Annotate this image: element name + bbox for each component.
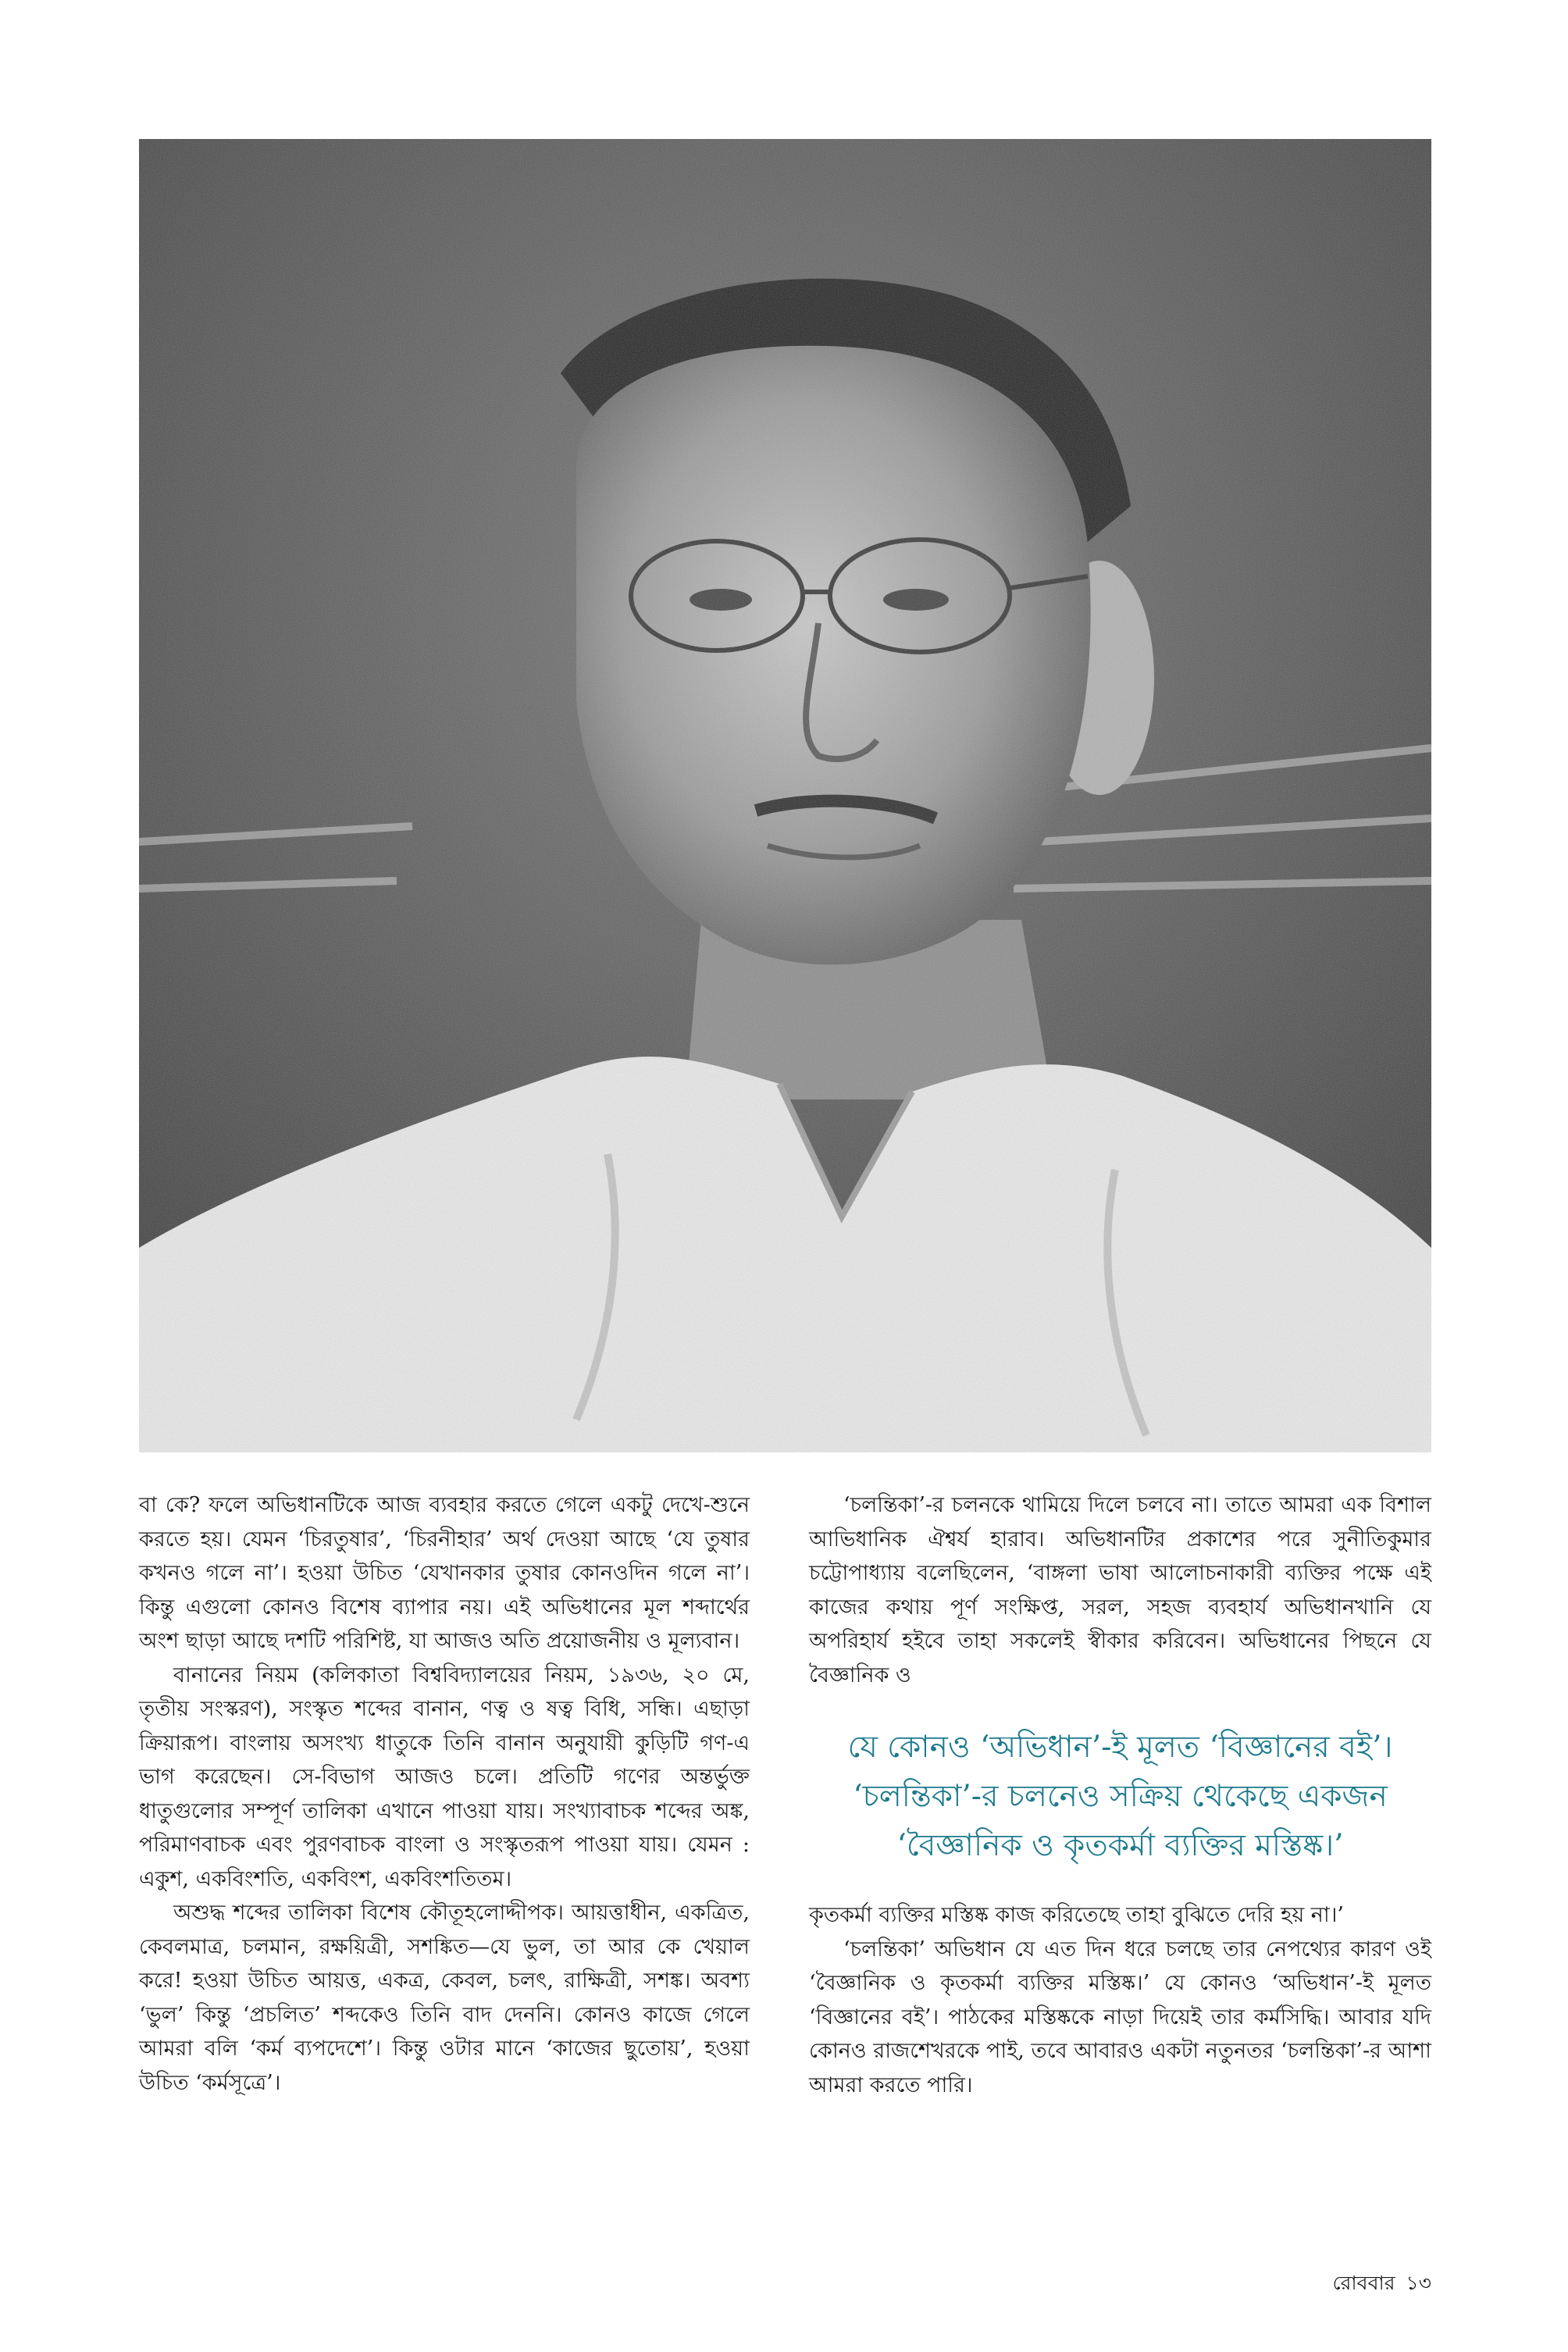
paragraph: কৃতকর্মা ব্যক্তির মস্তিষ্ক কাজ করিতেছে তাহা বুঝিতে দেরি হয় না।’ <box>809 1903 1344 1927</box>
article-column-left <box>139 1488 750 2100</box>
article-column-right-top <box>809 1488 1431 1692</box>
paragraph: বা কে? ফলে অভিধানটিকে আজ ব্যবহার করতে গেলে একটু দেখে-শুনে করতে হয়। যেমন ‘চিরতুষার’, ‘চিরনীহার’ অর্থ দেওয়া আছে ‘যে তুষার কখনও গলে না’। হওয়া উচিত ‘যেখানকার তুষার কোনওদিন গলে না’। কিন্তু এগুলো কোনও বিশেষ ব্যাপার নয়। এই অভিধানের মূল শব্দার্থের অংশ ছাড়া আছে দশটি পরিশিষ্ট, যা আজও অতি প্রয়োজনীয় ও মূল্যবান। <box>139 1493 750 1653</box>
pull-quote-line: যে কোনও ‘অভিধান’-ই মূলত ‘বিজ্ঞানের বই’। <box>847 1730 1393 1765</box>
section-name: রোববার <box>1332 2272 1395 2294</box>
pull-quote-line: ‘চলন্তিকা’-র চলনেও সক্রিয় থেকেছে একজন <box>853 1779 1388 1814</box>
page-number: ১৩ <box>1406 2272 1431 2294</box>
pull-quote-line: ‘বৈজ্ঞানিক ও কৃতকর্মা ব্যক্তির মস্তিষ্ক।’ <box>896 1828 1344 1863</box>
portrait-illustration <box>139 139 1431 1452</box>
paragraph: অশুদ্ধ শব্দের তালিকা বিশেষ কৌতূহলোদ্দীপক। আয়ত্তাধীন, একত্রিত, কেবলমাত্র, চলমান, রক্ষয়িত্রী, সশঙ্কিত—যে ভুল, তা আর কে খেয়াল করে! হওয়া উচিত আয়ত্ত, একত্র, কেবল, চলৎ, রাক্ষিত্রী, সশঙ্ক। অবশ্য ‘ভুল’ কিন্তু ‘প্রচলিত’ শব্দকেও তিনি বাদ দেননি। কোনও কাজে গেলে আমরা বলি ‘কর্ম ব্যপদেশে’। কিন্তু ওটার মানে ‘কাজের ছুতোয়’, হওয়া উচিত ‘কর্মসূত্রে’। <box>139 1901 750 2095</box>
paragraph: ‘চলন্তিকা’-র চলনকে থামিয়ে দিলে চলবে না। তাতে আমরা এক বিশাল আভিধানিক ঐশ্বর্য হারাব। অভিধানটির প্রকাশের পরে সুনীতিকুমার চট্টোপাধ্যায় বলেছিলেন, ‘বাঙ্গলা ভাষা আলোচনাকারী ব্যক্তির পক্ষে এই কাজের কথায় পূর্ণ সংক্ষিপ্ত, সরল, সহজ ব্যবহার্য অভিধানখানি যে অপরিহার্য হইবে তাহা সকলেই স্বীকার করিবেন। অভিধানের পিছনে যে বৈজ্ঞানিক ও <box>809 1493 1431 1687</box>
article-column-right-bottom <box>809 1898 1431 2102</box>
portrait-photo <box>139 139 1431 1452</box>
page-footer <box>1333 2268 1431 2301</box>
paragraph: ‘চলন্তিকা’ অভিধান যে এত দিন ধরে চলছে তার নেপথ্যের কারণ ওই ‘বৈজ্ঞানিক ও কৃতকর্মা ব্যক্তির মস্তিষ্ক।’ যে কোনও ‘অভিধান’-ই মূলত ‘বিজ্ঞানের বই’। পাঠকের মস্তিষ্ককে নাড়া দিয়েই তার কর্মসিদ্ধি। আবার যদি কোনও রাজশেখরকে পাই, তবে আবারও একটা নতুনতর ‘চলন্তিকা’-র আশা আমরা করতে পারি। <box>809 1937 1431 2097</box>
pull-quote <box>809 1723 1431 1870</box>
paragraph: বানানের নিয়ম (কলিকাতা বিশ্ববিদ্যালয়ের নিয়ম, ১৯৩৬, ২০ মে, তৃতীয় সংস্করণ), সংস্কৃত শব্দের বানান, ণত্ব ও ষত্ব বিধি, সন্ধি। এছাড়া ক্রিয়ারূপ। বাংলায় অসংখ্য ধাতুকে তিনি বানান অনুযায়ী কুড়িটি গণ-এ ভাগ করেছেন। সে-বিভাগ আজও চলে। প্রতিটি গণের অন্তর্ভুক্ত ধাতুগুলোর সম্পূর্ণ তালিকা এখানে পাওয়া যায়। সংখ্যাবাচক শব্দের অঙ্ক, পরিমাণবাচক এবং পুরণবাচক বাংলা ও সংস্কৃতরূপ পাওয়া যায়। যেমন : একুশ, একবিংশতি, একবিংশ, একবিংশতিতম। <box>139 1662 750 1891</box>
